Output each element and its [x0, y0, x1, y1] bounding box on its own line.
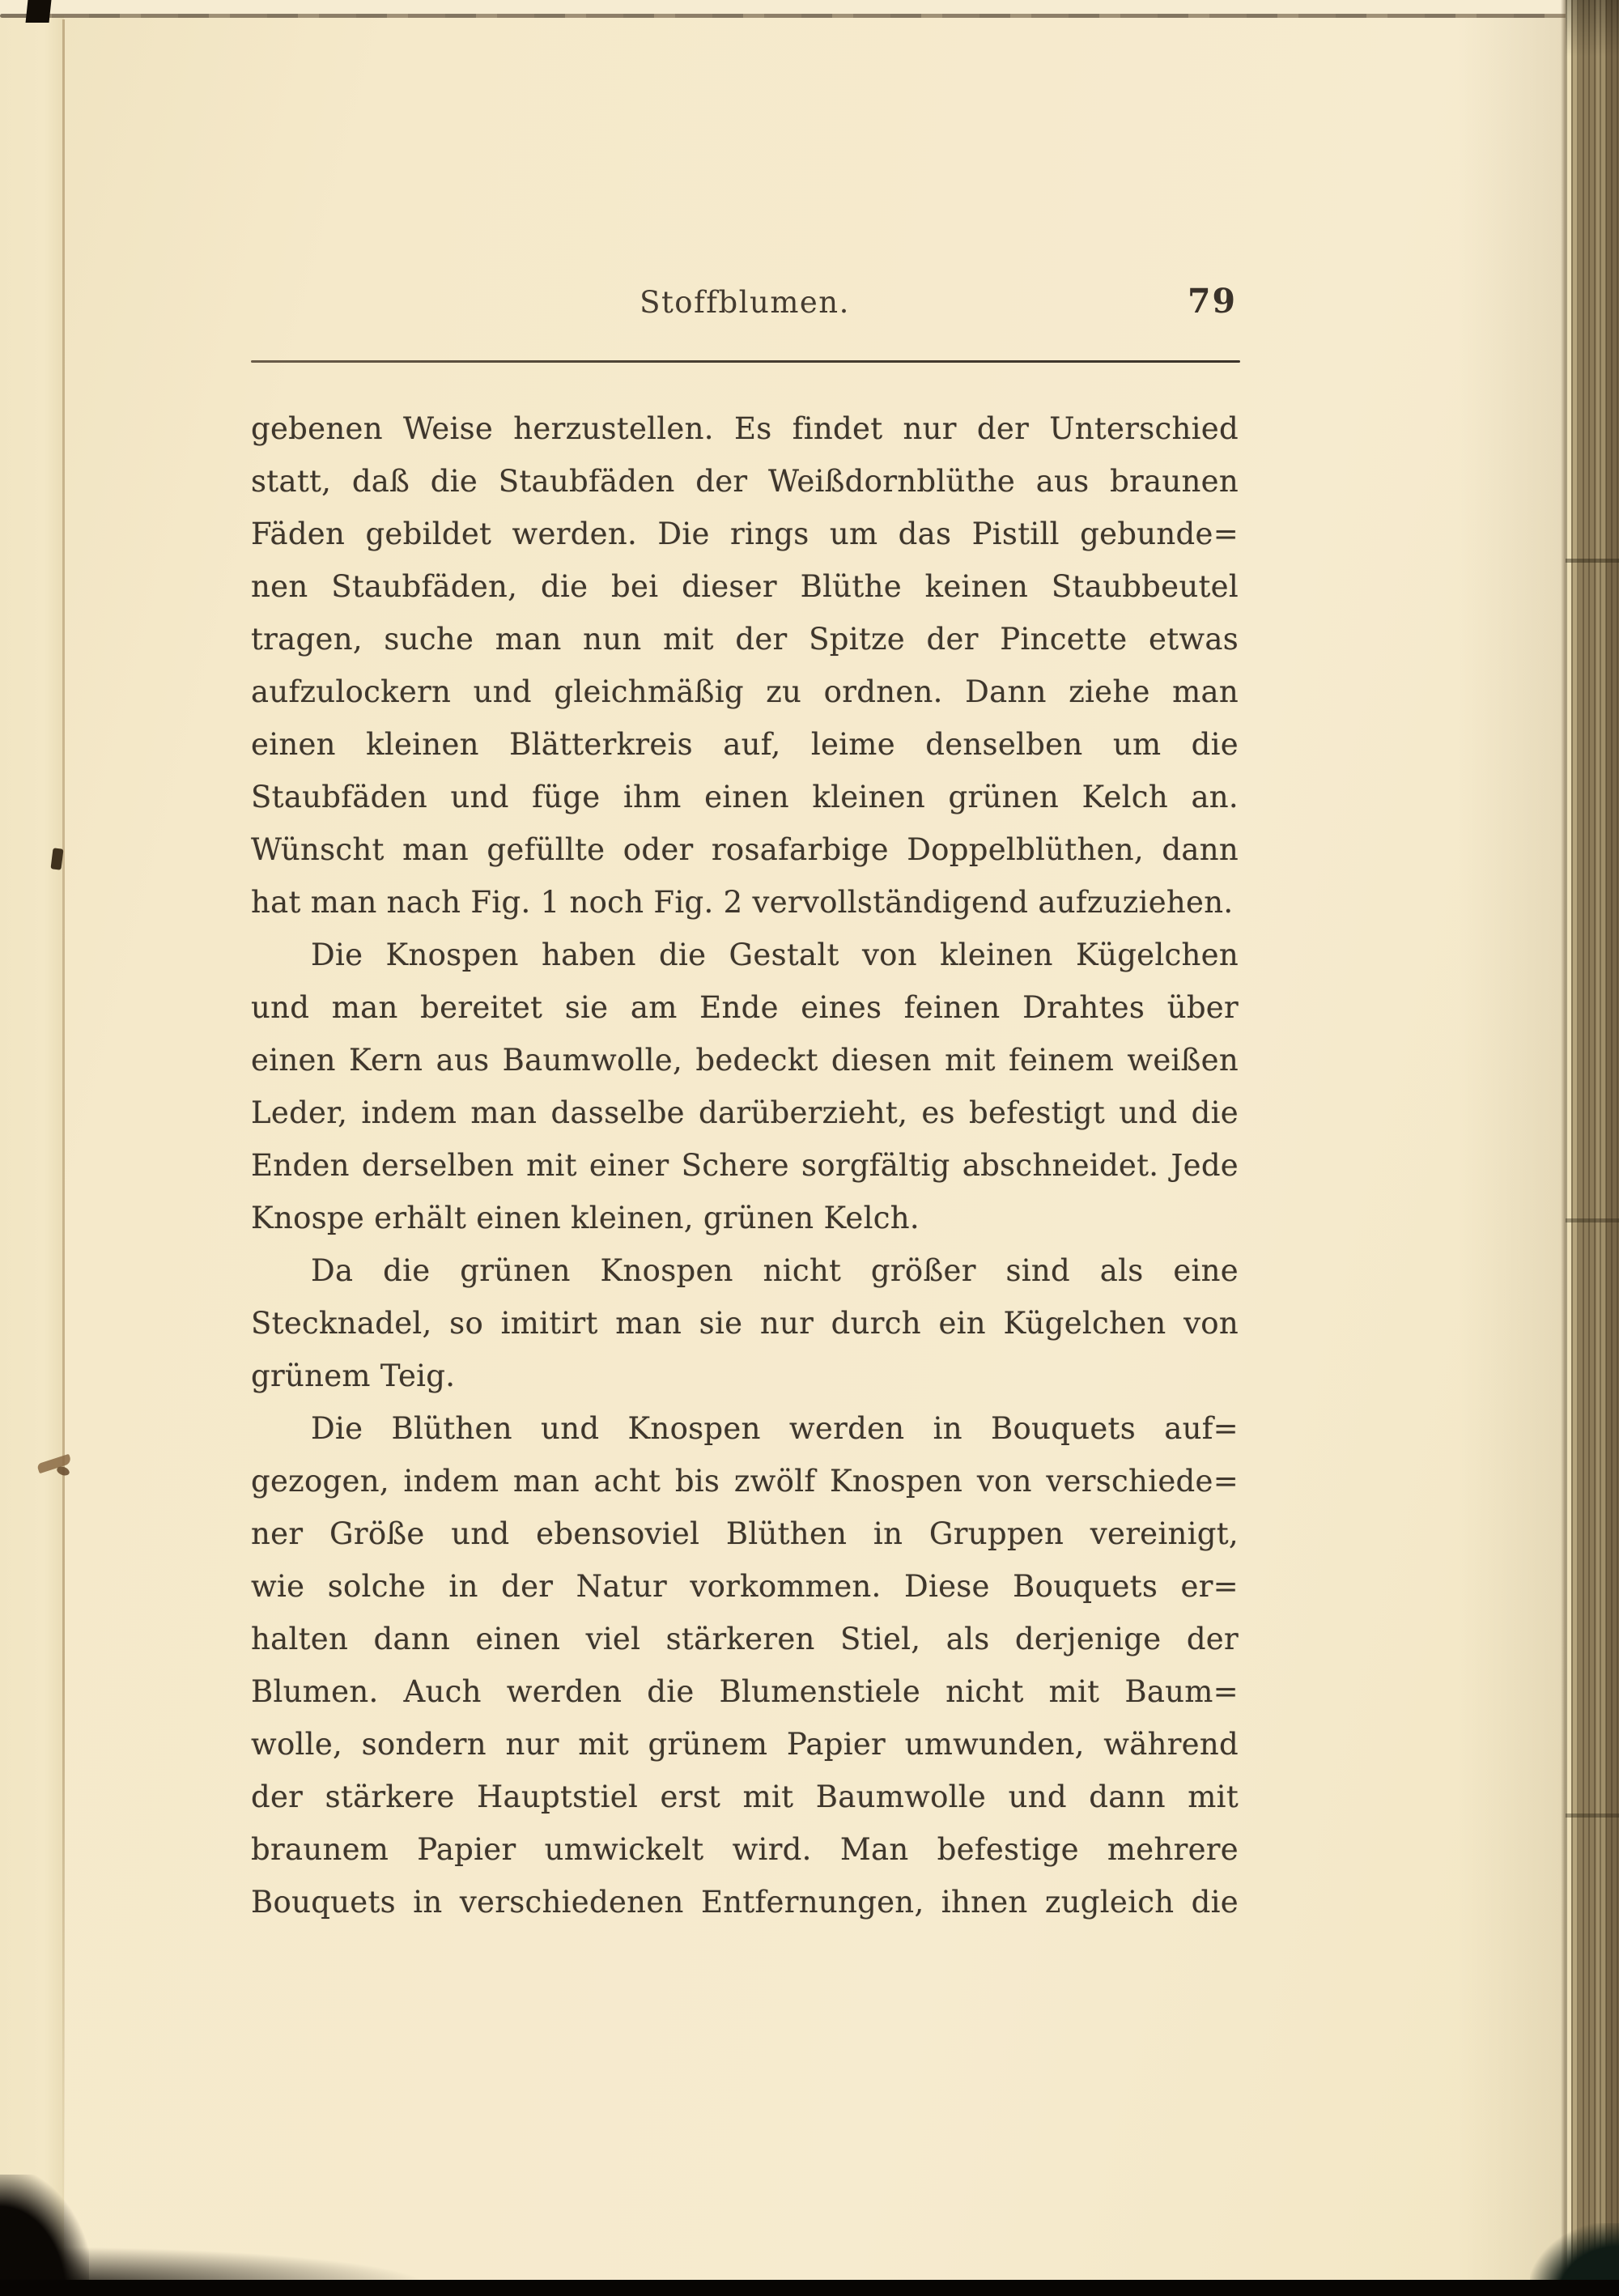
bottom-surround-bar	[0, 2280, 1619, 2296]
text-line: Enden derselben mit einer Schere sorgfältig abschneidet. Jede	[251, 1148, 1239, 1183]
text-line: statt, daß die Staubfäden der Weißdornblüthe aus braunen	[251, 464, 1239, 499]
text-line: Knospe erhält einen kleinen, grünen Kelch.	[251, 1201, 920, 1235]
text-line: Fäden gebildet werden. Die rings um das Pistill gebunde=	[251, 517, 1239, 551]
text-line: halten dann einen viel stärkeren Stiel, als derjenige der	[251, 1622, 1239, 1656]
text-line: grünem Teig.	[251, 1358, 456, 1393]
text-line: gebenen Weise herzustellen. Es findet nur der Unterschied	[251, 411, 1239, 446]
text-line: Blumen. Auch werden die Blumenstiele nicht mit Baum=	[251, 1674, 1239, 1709]
text-line: einen kleinen Blätterkreis auf, leime denselben um die	[251, 727, 1239, 762]
text-line: Bouquets in verschiedenen Entfernungen, ihnen zugleich die	[251, 1885, 1239, 1920]
text-line: Staubfäden und füge ihm einen kleinen grünen Kelch an.	[251, 780, 1239, 814]
text-line: wie solche in der Natur vorkommen. Diese Bouquets er=	[251, 1569, 1239, 1604]
text-line: und man bereitet sie am Ende eines feinen Drahtes über	[251, 990, 1239, 1025]
body-text-block	[251, 402, 1239, 1928]
paragraph-start-line: Da die grünen Knospen nicht größer sind als eine	[311, 1253, 1239, 1288]
text-line: ner Größe und ebensoviel Blüthen in Gruppen vereinigt,	[251, 1516, 1239, 1551]
paragraph-start-line: Die Blüthen und Knospen werden in Bouquets auf=	[311, 1411, 1239, 1446]
gutter-fold-line	[62, 19, 65, 2230]
text-line: aufzulockern und gleichmäßig zu ordnen. Dann ziehe man	[251, 674, 1239, 709]
text-line: tragen, suche man nun mit der Spitze der Pincette etwas	[251, 622, 1239, 657]
text-line: gezogen, indem man acht bis zwölf Knospen von verschiede=	[251, 1464, 1239, 1499]
bottom-left-corner-shadow	[0, 2175, 89, 2296]
running-header-title: Stoffblumen.	[640, 285, 850, 320]
text-line: braunem Papier umwickelt wird. Man befestige mehrere	[251, 1832, 1239, 1867]
text-line: einen Kern aus Baumwolle, bedeckt diesen mit feinem weißen	[251, 1043, 1239, 1078]
top-seam-line	[0, 14, 1574, 18]
page-number: 79	[1187, 282, 1237, 321]
text-line: Stecknadel, so imitirt man sie nur durch ein Kügelchen von	[251, 1306, 1239, 1341]
page-edge-stack	[1566, 0, 1619, 2296]
text-line: Wünscht man gefüllte oder rosafarbige Doppelblüthen, dann	[251, 832, 1239, 867]
paragraph-start-line: Die Knospen haben die Gestalt von kleinen Kügelchen	[311, 938, 1239, 972]
running-header	[251, 282, 1239, 325]
text-line: nen Staubfäden, die bei dieser Blüthe keinen Staubbeutel	[251, 569, 1239, 604]
text-line: der stärkere Hauptstiel erst mit Baumwolle und dann mit	[251, 1779, 1239, 1814]
top-left-shadow-mark	[26, 0, 52, 23]
facing-page-sliver	[0, 0, 64, 2296]
header-rule	[251, 360, 1240, 363]
text-line: Leder, indem man dasselbe darüberzieht, es befestigt und die	[251, 1095, 1239, 1130]
text-line: wolle, sondern nur mit grünem Papier umwunden, während	[251, 1727, 1239, 1762]
text-line: hat man nach Fig. 1 noch Fig. 2 vervollständigend aufzuziehen.	[251, 885, 1234, 920]
